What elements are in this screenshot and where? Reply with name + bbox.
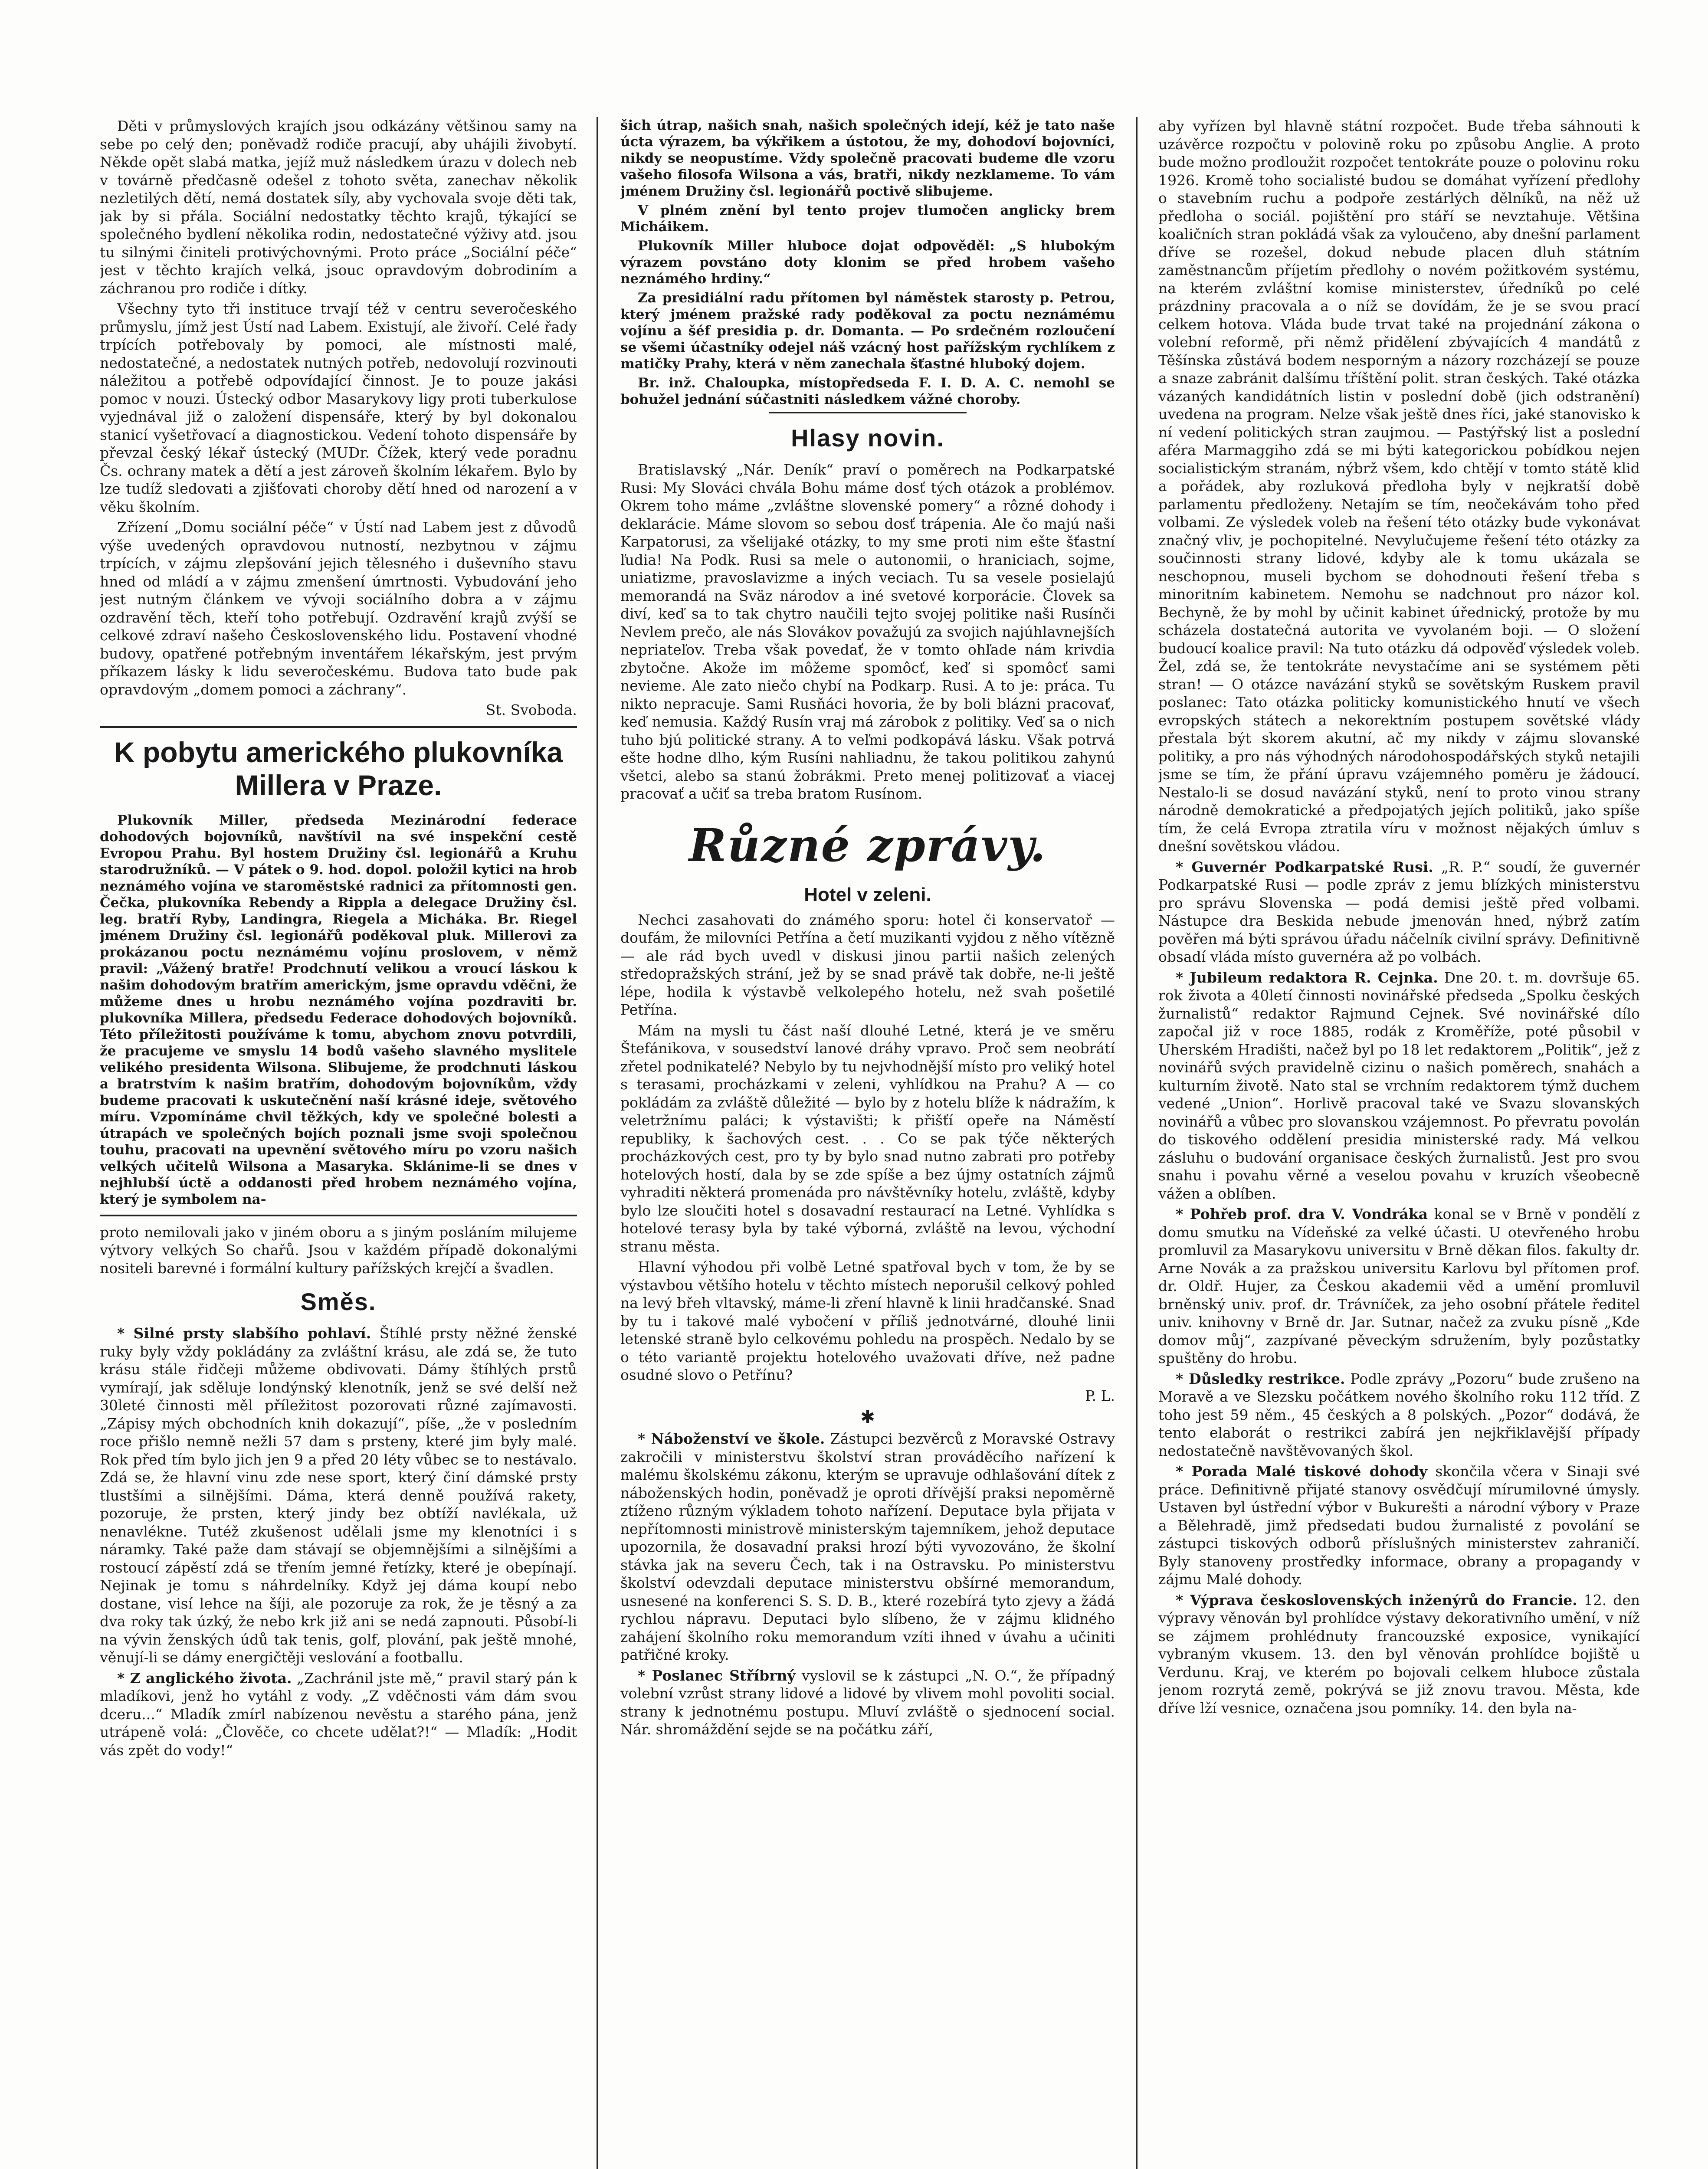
news-item-lead: * Jubileum redaktora R. Cejnka. [1176, 969, 1438, 986]
article-paragraph: V plném znění byl tento projev tlumočen anglicky brem Micháikem. [620, 203, 1115, 235]
asterisk-separator: ✱ [860, 1407, 875, 1427]
section-heading-hlasy-novin: Hlasy novin. [791, 424, 944, 452]
column-rule-1 [597, 117, 598, 2169]
section-heading-ruzne-zpravy: Různé zprávy. [688, 818, 1047, 872]
article-paragraph: Děti v průmyslových krajích jsou odkázány většinou samy na sebe po celý den; poněvadž rodiče pracují, aby uhájili živobytí. Někde opět slabá matka, jejíž muž následkem úrazu v dolech neb v továrně předčasně odešel z tohoto světa, zanechav několik nezletilých dětí, nemá dostatek síly, aby vychovala svoje děti tak, jak by si přála. Sociální nedostatky těchto krajů, týkající se společného bydlení několika rodin, nedostatečné výživy atd. jsou tu silnými činiteli protivýchovnými. Proto práce „Sociální péče“ jest v těchto krajích velká, jsouc opravdovým dobrodiním a záchranou pro rodiče i dítky. [100, 118, 577, 297]
column-1 [100, 117, 577, 2169]
news-item-lead: * Poslanec Stříbrný [638, 1667, 796, 1684]
headline-hotel: Hotel v zeleni. [804, 884, 931, 905]
column-rule-2 [1136, 117, 1138, 2169]
article-paragraph: aby vyřízen byl hlavně státní rozpočet. Bude třeba sáhnouti k uzávěrce rozpočtu v polovině roku po způsobu Anglie. A proto bude možno prodloužit rozpočet tentokráte pouze o polovinu roku 1926. Kromě toho socialisté budou se domáhat vyřízení předlohy o stavebním ruchu a podpoře zestárlých dělníků, na něž už předloha o sociál. pojištění pro stáří se nevztahuje. Většina koaličních stran pokládá však za vyloučeno, aby dnešní parlament dříve se rozešel, dokud nebude placen dluh státním zaměstnancům příjetím předlohy o novém požitkovém systému, na kterém zvláštní komise ministerstev, úředníků po celé prázdniny pracovala a o níž se dovídám, že je se svou prací celkem hotova. Vláda bude trvat také na projednání zákona o volební reformě, při němž přidělení zbývajících 4 mandátů z Těšínska zůstává bodem nesporným a názory rozcházejí se pouze a snaze zabránit dalšímu tříštění polit. stran českých. Také otázka vázaných kandidátních listin v poslední době (jich odstranění) uvedena na program. Nelze však ještě dnes říci, jaké stanovisko k ní vedení politických stran zaujmou. — Pastýřský list a poslední aféra Marmaggiho zdá se mi býti kategorickou pobídkou nejen socialistickým stranám, nýbrž všem, kdo chtějí v tomto státě klid a pořádek, aby rozluková předloha byly v nejkratší době parlamentu předloženy. Netajím se tím, neočekávám toho před volbami. Ze výsledek voleb na řešení této otázky bude vykonávat značný vliv, je pochopitelné. Nevylučujeme řešení této otázky za součinnosti strany lidové, kdyby ale k tomu ukázala se neschopnou, museli bychom se dohodnouti řešení třeba s minoritním kabinetem. Nemohu se nadchnout pro názor kol. Bechyně, že by mohl by učinit kabinet úřednický, protože by mu scházela dostatečná autorita ve vyvolaném boji. — O složení budoucí koalice pravil: Na tuto otázku dá odpověď výsledek voleb. Žel, zdá se, že tentokráte nevystačíme ani se systémem pěti stran! — O otázce navázání styků se sovětským Ruskem pravil poslanec: Tato otázka politicky komunistického hnutí ve všech evropských státech a nekorektním postupem sovětské vlády přestala být skorem akutní, ač my nikdy v zájmu slovanské politiky, a pro nás výhodných národohospodářských styků netajili jsme se tím, že přání úpravu vzájemného poměru je žádoucí. Nestalo-li se dosud navázání styků, není to proto vinou strany národně demokratické a předpojatých jejích politiků, jako spíše tím, že celá Evropa ztratila víru v možnost nějakých úmluv s dnešní sovětskou vládou. [1158, 118, 1640, 855]
article-signature: P. L. [1085, 1387, 1115, 1404]
news-item-lead: * Porada Malé tiskové dohody [1176, 1463, 1428, 1480]
section-heading-smes: Směs. [300, 1288, 377, 1315]
article-paragraph: Nechci zasahovati do známého sporu: hotel či konservatoř — doufám, že milovníci Petřína a četí muzikanti vyjdou z něho vítězně — ale rád bych uvedl v diskusi jinou partii našich zelených středopražských strání, jež by se snad právě tak dobře, ne-li ještě lépe, hodila k výstavbě velkolepého hotelu, než svah pošetilé Petřína. [620, 911, 1115, 1018]
news-item-lead: * Důsledky restrikce. [1176, 1370, 1345, 1387]
news-item: * Jubileum redaktora R. Cejnka. Dne 20. t. m. dovršuje 65. rok života a 40letí činnosti novinářské předseda „Spolku českých žurnalistů“ redaktor Rajmund Cejnek. Své novinářské dílo započal již v roce 1885, rodák z Kroměříže, poté působil v Uherském Hradišti, načež byl po 18 let redaktorem „Politik“, jež z novinářů svých pravidelně cizinu o našich poměrech, snahách a kulturním životě. Nato stal se vrchním redaktorem týmž duchem vedené „Union“. Horlivě pracoval také ve Svazu slovanských novinářů a vůbec pro slovanskou vzájemnost. Po převratu povolán do tiskového oddělení presidia ministerské rady. Má velkou zásluhu o budování organisace českých žurnalistů. Jest pro svou snahu i povahu věrné a veselou povahu v kruzích všeobecně vážen a oblíben. [1158, 969, 1640, 1202]
news-item: * Poslanec Stříbrný vyslovil se k zástupci „N. O.“, že případný volební vzrůst strany lidové a lidové by vlivem mohl povoliti social. strany k jednotnému postupu. Mluví zvláště o sjednocení social. Nár. shromáždění sejde se na počátku září, [620, 1667, 1115, 1738]
article-paragraph: Za presidiální radu přítomen byl náměstek starosty p. Petrou, který jménem pražské rady poděkoval za poctu neznámému vojínu a šéf presidia p. dr. Domanta. — Po srdečném rozloučení se všemi účastníky odejel náš vzácný host pařížským rychlíkem z matičky Prahy, která v něm zanechala šťastné hluboký dojem. [620, 290, 1115, 372]
section-divider [100, 1215, 577, 1216]
article-signature: St. Svoboda. [485, 701, 577, 718]
section-divider [100, 726, 577, 728]
news-item-lead: * Náboženství ve škole. [638, 1430, 825, 1447]
miller-continuation [620, 117, 1115, 408]
article-paragraph: Hlavní výhodou při volbě Letné spatřoval bych v tom, že by se výstavbou většího hotelu v těchto místech neporušil celkový pohled na levý břeh vltavský, máme-li zření hlavně k linii hradčanské. Snad by tu i takové malé vybočení v příliš jednotvárné, dlouhé linii letenské straně bylo celkovému pohledu na prospěch. Nedalo by se o této variantě projektu hotelového uvažovati dříve, než padne osudné slovo o Petřínu? [620, 1258, 1115, 1383]
news-item-lead: * Z anglického života. [117, 1669, 292, 1687]
news-item-lead: * Guvernér Podkarpatské Rusi. [1176, 858, 1433, 875]
section-divider [769, 412, 967, 413]
article-paragraph: Br. inž. Chaloupka, místopředseda F. I. D. A. C. nemohl se bohužel jednání súčastniti následkem vážné choroby. [620, 375, 1115, 407]
news-item: * Silné prsty slabšího pohlaví. Štíhlé prsty něžné ženské ruky byly vždy pokládány za zvláštní krásu, ale zdá se, že tuto krásu stále řidčeji můžeme obdivovati. Dámy štíhlých prstů vymírají, jak sděluje londýnský klenotník, jenž se své delší než 30leté činnosti měl příležitost pozorovati různé zajímavosti. „Zápisy mých obchodních knih dokazují“, píše, „že v posledním roce přišlo nemně nežli 57 dam s prsteny, které jim byly malé. Rok před tím bylo jich jen 9 a před 20 léty vůbec se to nestávalo. Zdá se, že hlavní vinu zde nese sport, který činí dámské prsty tlustšími a silnějšími. Dáma, která denně používá rakety, pozoruje, že prsten, který jindy bez obtíží navlékala, už nenavlékne. Tutéž zkušenost udělali jsme my klenotníci i s náramky. Také paže dam stávají se objemnějšími a silnějšími a rostoucí zápěstí zdá se třením jemné řetízky, které je obepínají. Nejinak je tomu s náhrdelníky. Když jej dáma koupí nebo dostane, visí lehce na šíji, ale pozoruje za rok, že je těsný a za dva roky tak úzký, že nebo krk již ani se nedá zapnouti. Působí-li na vývin ženských údů tak tenis, golf, plování, pak ještě mnohé, věnují-li se dámy energičtěji veslování a footballu. [100, 1325, 577, 1666]
news-item: * Důsledky restrikce. Podle zprávy „Pozoru“ bude zrušeno na Moravě a ve Slezsku počátkem nového školního roku 112 tříd. Z toho jest 59 něm., 45 českých a 8 polských. „Pozor“ dodává, že tento elaborát o restrikci zabírá jen nejkřiklavější případy nedostatečně navštěvovaných škol. [1158, 1370, 1640, 1459]
news-item: * Porada Malé tiskové dohody skončila včera v Sinaji své práce. Definitivně přijaté stanovy osvědčují mírumilovné úmysly. Ustaven byl ústřední výbor v Bukurešti a národní výbory v Praze a Bělehradě, jimž předsedati budou žurnalisté z povolání se zástupci tiskových odborů příslušných ministerstev zahraničí. Byly stanoveny prostředky informace, obrany a propagandy v zájmu Malé dohody. [1158, 1463, 1640, 1588]
column-3 [1158, 117, 1640, 2169]
article-paragraph: Plukovník Miller, předseda Mezinárodní federace dohodových bojovníků, navštívil na své inspekční cestě Evropou Prahu. Byl hostem Družiny čsl. legionářů a Kruhu starodružníků. — V pátek o 9. hod. dopol. položil kytici na hrob neznámého vojína ve staroměstské radnici za přítomnosti gen. Čečka, plukovníka Rebendy a Rippla a delegace Družiny čsl. leg. bratří Ryby, Landingra, Riegela a Micháka. Br. Riegel jménem Družiny čsl. legionářů poděkoval pluk. Millerovi za prokázanou poctu neznámému vojínu proslovem, v němž pravil: „Vážený bratře! Prodchnutí velikou a vroucí láskou k našim dohodovým bratřím americkým, jsme opravdu vděčni, že můžeme dnes u hrobu neznámého vojína pozdraviti br. plukovníka Millera, předsedu Federace dohodových bojovníků. Této příležitosti používáme k tomu, abychom znovu potvrdili, že pracujeme ve smyslu 14 bodů vašeho slavného myslitele velikého presidenta Wilsona. Slibujeme, že prodchnuti láskou a bratrstvím k našim bratřím, dohodovým bojovníkům, vždy budeme pracovati k uskutečnění naší krásné ideje, světového míru. Vzpomínáme chvil těžkých, kdy ve společné bolesti a útrapách ve společných bojích poznali jsme svoji společnou touhu, pracovati na upevnění světového míru po vzoru našich velkých učitelů Wilsona a Masaryka. Sklánime-li se dnes v nejhlubší úctě a oddanosti před hrobem neznámého vojína, který je symbolem na- [100, 812, 577, 1207]
article-paragraph: Plukovník Miller hluboce dojat odpověděl: „S hlubokým výrazem povstáno doty klonim se před hrobem vašeho neznámého hrdiny.“ [620, 238, 1115, 287]
column-2 [620, 117, 1115, 2169]
news-item: * Náboženství ve škole. Zástupci bezvěrců z Moravské Ostravy zakročili v ministerstvu školství stran prováděcího nařízení k malému školskému zákonu, kterým se upravuje odhlašování dítek z náboženských hodin, poněvadž je oproti dřívější praksi nepoměrně ztíženo různým výkladem tohoto nařízení. Deputace byla přijata v nepřítomnosti ministrově ministerským tajemníkem, jehož deputace upozornila, že dosavadní praksi hrozí býti vyvozováno, že školní stávka jak na severu Čech, tak i na Ostravsku. Po ministerstvu školství odevzdali deputace ministerstvu obšírné memorandum, usnesené na konferenci S. S. D. B., které rozebírá tyto zjevy a žádá rychlou nápravu. Deputaci bylo slíbeno, že v zájmu klidného zahájení školního roku memorandum vzíti ihned v úvahu a učiniti patřičné kroky. [620, 1430, 1115, 1663]
news-item: * Výprava československých inženýrů do Francie. 12. den výpravy věnován byl prohlídce výstavy dekorativního umění, v níž se zájmem prohlédnuty francouzské exposice, vynikající vybraným vkusem. 13. den byl věnován prohlídce bojiště u Verdunu. Kraj, ve kterém po bojovali celkem hluboce zůstala jenom rozrytá země, pokrývá se již znovu travou. Města, kde dříve lží vesnice, označena jsou pomníky. 14. den byla na- [1158, 1591, 1640, 1717]
news-item-lead: * Silné prsty slabšího pohlaví. [117, 1325, 371, 1342]
news-item: * Pohřeb prof. dra V. Vondráka konal se v Brně v pondělí z domu smutku na Vídeňské za velké účasti. U otevřeného hrobu promluvil za Masarykovu universitu v Brně děkan filos. fakulty dr. Arne Novák a za pražskou universitu Karlovu byl přítomen prof. dr. Oldř. Hujer, za Českou akademii věd a umění promluvil brněnský univ. prof. dr. Trávníček, za jeho osobní přátele ředitel univ. knihovny v Brně dr. Jar. Sutnar, načež za zvuku písně „Kde domov můj“, zazpívané pěveckým sdružením, byly pozůstatky spuštěny do hrobu. [1158, 1206, 1640, 1366]
news-item-lead: * Výprava československých inženýrů do Francie. [1176, 1591, 1577, 1609]
article-paragraph: Zřízení „Domu sociální péče“ v Ústí nad Labem jest z důvodů výše uvedených opravdovou nutností, nezbytnou v zájmu trpících, v zájmu zlepšování jejich tělesného i duševního stavu hned od mládí a v zájmu zmenšení úmrtnosti. Vybudování jeho jest nutným článkem ve vývoji sociálního dobra a v zájmu ozdravění těch, kteří toho potřebují. Ozdravění krajů zvýší se celkové zdraví našeho Československého lidu. Postavení vhodné budovy, opatřené potřebným inventářem lékařským, jest prvým příkazem lásky k lidu severočeskému. Budova tato bude pak opravdovým „domem pomoci a záchrany“. [100, 519, 577, 698]
news-item-lead: * Pohřeb prof. dra V. Vondráka [1176, 1206, 1428, 1222]
article-paragraph: šich útrap, našich snah, našich společných idejí, kéž je tato naše úcta výrazem, ba výkřikem a ústotou, že my, dohodoví bojovníci, nikdy se neopustíme. Vždy společně pracovati budeme dle vzoru vašeho filosofa Wilsona a vás, bratři, nikdy nezklameme. To vám jménem Družiny čsl. legionářů poctivě slibujeme. [620, 118, 1115, 199]
article-paragraph: proto nemilovali jako v jiném oboru a s jiným posláním milujeme výtvory velkých So chařů. Jsou v každém případě dokonalými nositeli barevné i formální kultury pařížských krejčí a švadlen. [100, 1223, 577, 1277]
news-item: * Z anglického života. „Zachránil jste mě,“ pravil starý pán k mladíkovi, jenž ho vytáhl z vody. „Z vděčnosti vám dám svou dceru...“ Mladík zmírl nabízenou nevěstu a starého pána, jenž utrápeně volá: „Člověče, co chcete udělat?!“ — Mladík: „Hodit vás zpět do vody!“ [100, 1669, 577, 1759]
news-item: * Guvernér Podkarpatské Rusi. „R. P.“ soudí, že guvernér Podkarpatské Rusi — podle zpráv z jemu blízkých ministerstvu pro správu Slovenska — podá demisi ještě před volbami. Nástupce dra Beskida nebude jmenován hned, nýbrž zatím pověřen má býti správou úřadu náčelník civilní správy. Definitivně obsadí vláda místo guvernéra až po volbách. [1158, 858, 1640, 965]
article-paragraph: Všechny tyto tři instituce trvají též v centru severočeského průmyslu, jímž jest Ústí nad Labem. Existují, ale živoří. Celé řady trpících potřebovaly by pomoci, ale místnosti malé, nedostatečné, a nedostatek nutných potřeb, nedovolují rozvinouti náležitou a potřebě odpovídající činnost. Je to pouze jakási pomoc v nouzi. Ústecký odbor Masarykovy ligy proti tuberkulose vyjednával již o založení dispensáře, který by byl dokonalou stanicí vyšetřovací a diagnostickou. Vedení tohoto dispensáře by převzal český lékař ústecký (MUDr. Čížek, který vede poradnu Čs. ochrany matek a dětí a jest zároveň školním lékařem. Bylo by lze tudíž sledovati a zjišťovati choroby dětí hned od narození a v věku školním. [100, 300, 577, 515]
article-paragraph: Mám na mysli tu část naší dlouhé Letné, která je ve směru Štefánikova, v sousedství lanové dráhy vpravo. Proč sem neobrátí zřetel podnikatelé? Nebylo by tu nejvhodnější místo pro veliký hotel s terasami, procházkami v zeleni, vyhlídkou na Prahu? A — co pokládám za zvláště důležité — bylo by z hotelu blíže k nádražím, k veletržnímu paláci; k výstavišti; k přišťí opeře na Náměstí republiky, k šachových cest. . . Co se pak týče některých procházkových cest, pro ty by bylo snad nutno zabrati pro potřeby hotelových hostí, dala by se zde spíše a bez újmy ostatních zájmů vyhraditi některá promenáda pro návštěvníky hotelu, zvláště, kdyby bylo lze sloučiti hotel s dosavadní restaurací na Letné. Vyhlídka s hotelové terasy byla by také výborná, zvláště na levou, východní stranu města. [620, 1022, 1115, 1255]
headline-miller: K pobytu amerického plukovníka Millera v Praze. [114, 736, 563, 801]
article-paragraph: Bratislavský „Nár. Deník“ praví o poměrech na Podkarpatské Rusi: My Slováci chvála Bohu máme dosť tých otázok a problémov. Okrem toho máme „zvláštne slovenské pomery“ a rôzné dohody i deklarácie. Máme slovom so sebou dosť trápenia. Ale čo majú naši Karpatorusi, za všelijaké otázky, to my sme proti nim ešte šťastní ľudia! Na Podk. Rusi sa mele o autonomii, o hraniciach, sojme, uniatizme, pravoslavizme a iných veciach. Tu sa vesele posielajú memorandá na Sväz národov a iné svetové korporácie. Človek sa diví, keď sa to tak chytro naučili tejto svojej politike naši Rusínči Nevlem prečo, ale nás Slovákov považujú za svojich najúhlavnejších nepriateľov. Treba však povedať, že v tomto ohľade nám krivdia zbytočne. Akože im môžeme spomôcť, keď si spomôcť sami nevieme. Ale zato niečo chybí na Podkarp. Rusi. A to je: práca. Tu nikto nepracuje. Sami Rusňáci hovoria, že by boli blázni pracovať, keď nemusia. Každý Rusín vraj má zárobok z politiky. Veď sa o nich tuho bjú politické strany. A to veľmi podkopává lásku. Však potrvá ešte hodne dlho, kým Rusíni nahliadnu, že takou politikou zahynú všetci, alebo sa stanú žobrákmi. Preto menej politizovať a viacej pracovať a učiť sa treba bratom Rusínom. [620, 461, 1115, 802]
